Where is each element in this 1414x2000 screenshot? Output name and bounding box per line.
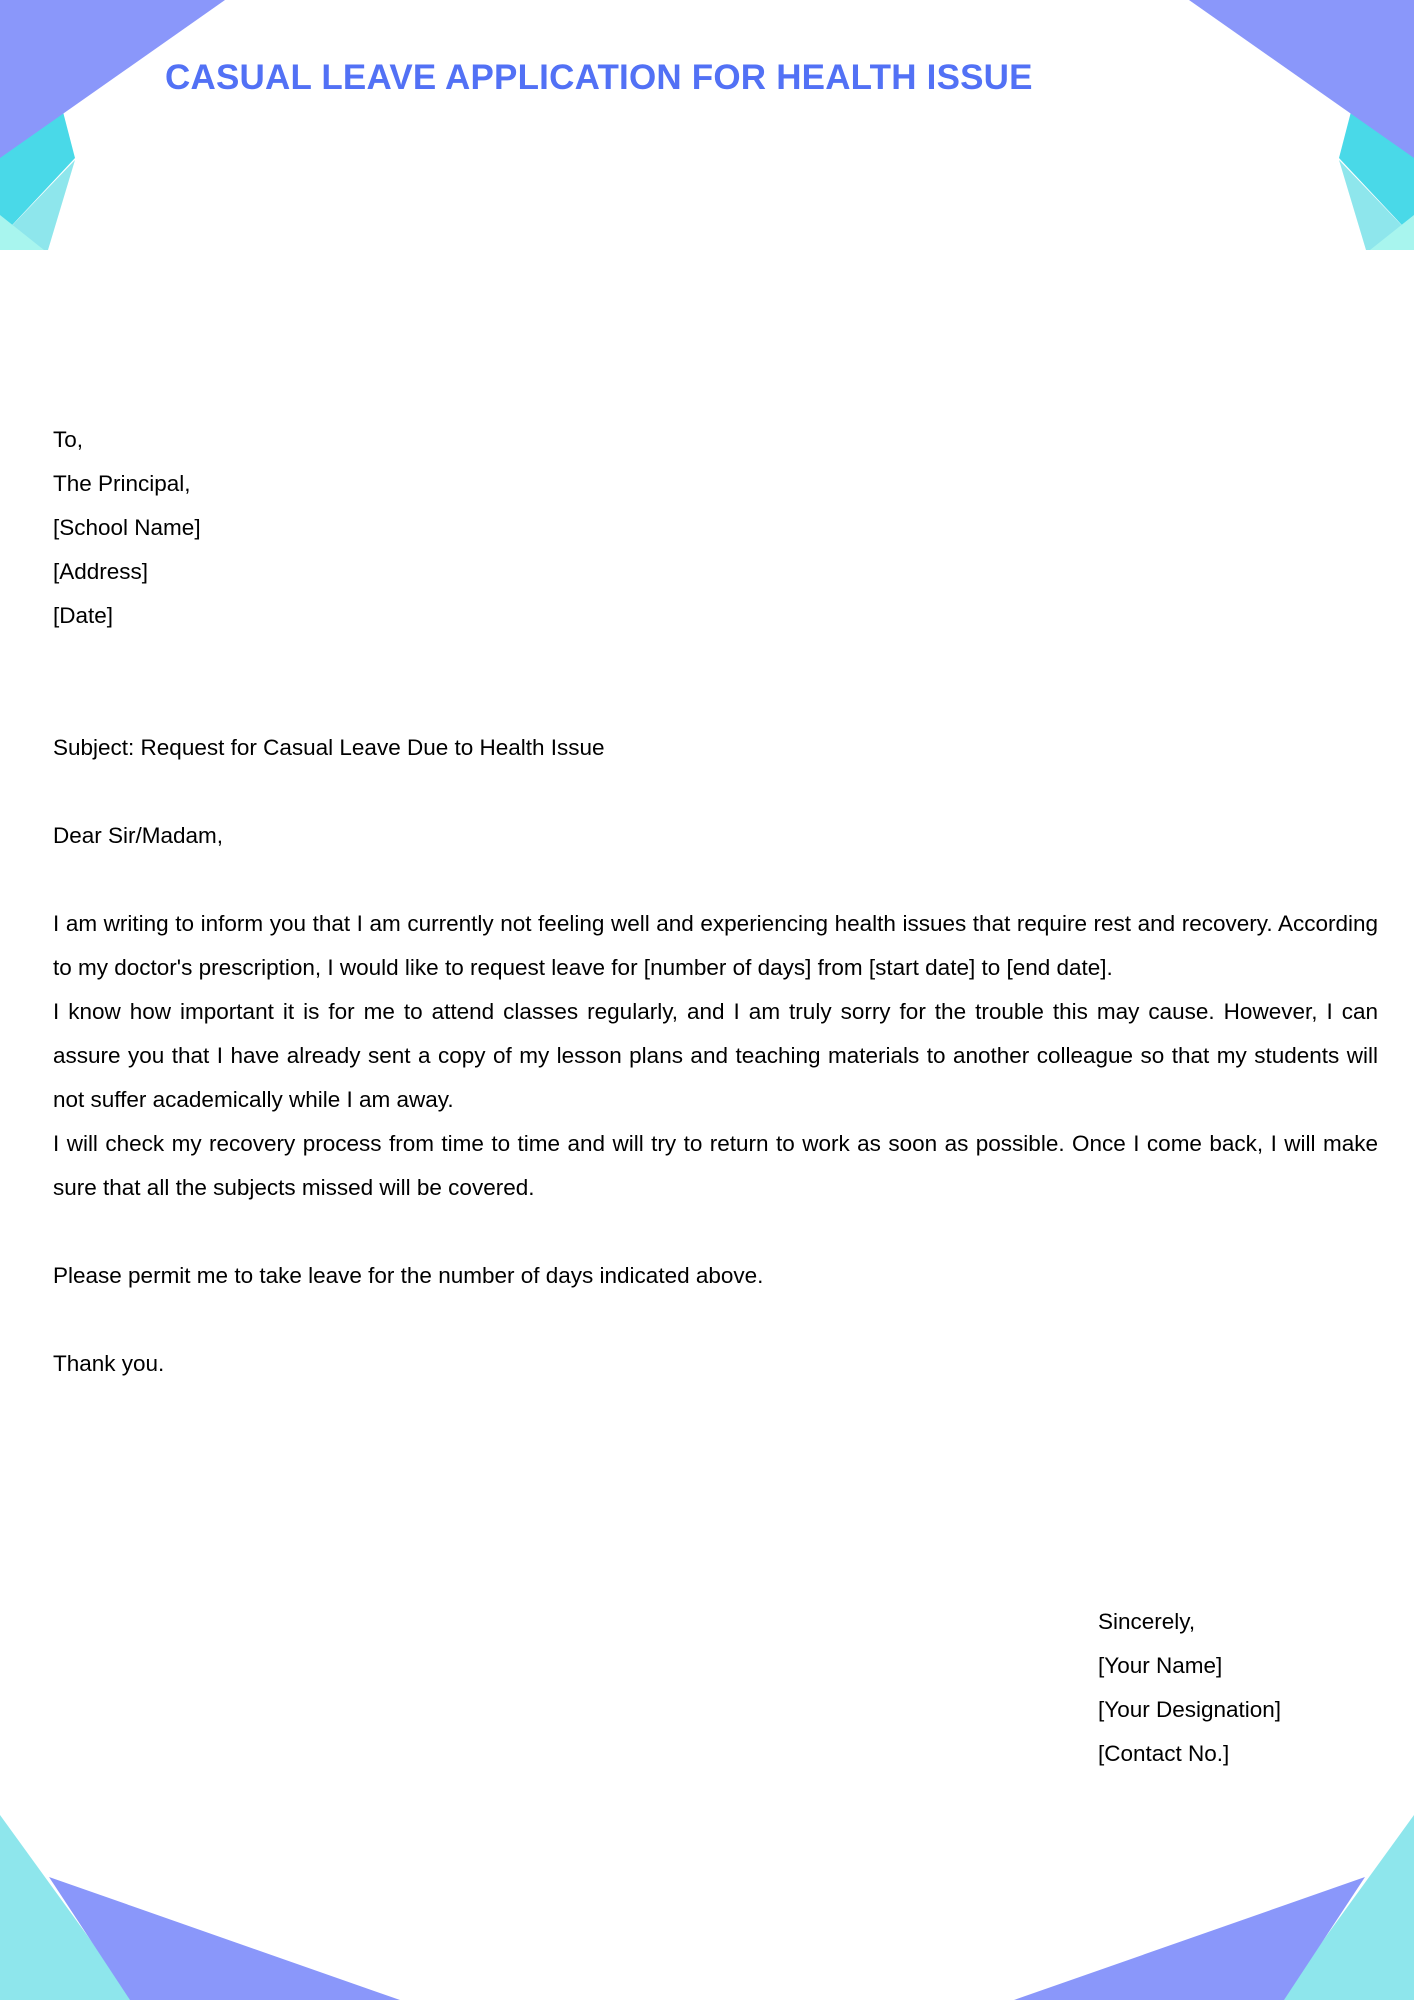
body-paragraph-1: I am writing to inform you that I am currently not feeling well and experiencing health issues that require rest and recovery. According to my doctor's prescription, I would like to request leave for [number of days] from [start date] to [end date].: [53, 911, 1378, 980]
spacer-after-subject: [53, 770, 1378, 814]
signature-block: [1098, 1600, 1281, 1776]
recipient-date: [Date]: [53, 603, 114, 628]
body-paragraph-3: I will check my recovery process from time to time and will try to return to work as soon as possible. Once I come back, I will make sure that all the subjects missed will be covered.: [53, 1131, 1378, 1200]
signature-contact: [Contact No.]: [1098, 1741, 1230, 1766]
recipient-addressee: The Principal,: [53, 471, 191, 496]
spacer-before-request: [53, 1210, 1378, 1254]
signature-designation: [Your Designation]: [1098, 1697, 1282, 1722]
body-paragraph-2: I know how important it is for me to attend classes regularly, and I am truly sorry for the trouble this may cause. However, I can assure you that I have already sent a copy of my lesson plans and teaching materials to another colleague so that my students will not suffer academically while I am away.: [53, 999, 1378, 1112]
document-title: CASUAL LEAVE APPLICATION FOR HEALTH ISSUE: [165, 58, 1033, 97]
spacer-before-thanks: [53, 1298, 1378, 1342]
recipient-school: [School Name]: [53, 515, 201, 540]
recipient-address: [Address]: [53, 559, 149, 584]
salutation: Dear Sir/Madam,: [53, 823, 224, 848]
spacer-after-address: [53, 638, 1378, 726]
body-paragraph-4: Please permit me to take leave for the number of days indicated above.: [53, 1263, 764, 1288]
spacer-after-salutation: [53, 858, 1378, 902]
recipient-to: To,: [53, 427, 84, 452]
thank-you-line: Thank you.: [53, 1351, 165, 1376]
letter-body: [53, 418, 1378, 1386]
signature-name: [Your Name]: [1098, 1653, 1223, 1678]
signature-closing: Sincerely,: [1098, 1609, 1196, 1634]
subject-line: Subject: Request for Casual Leave Due to Health Issue: [53, 735, 605, 760]
corner-decoration-top-right-purple: [1189, 0, 1414, 158]
